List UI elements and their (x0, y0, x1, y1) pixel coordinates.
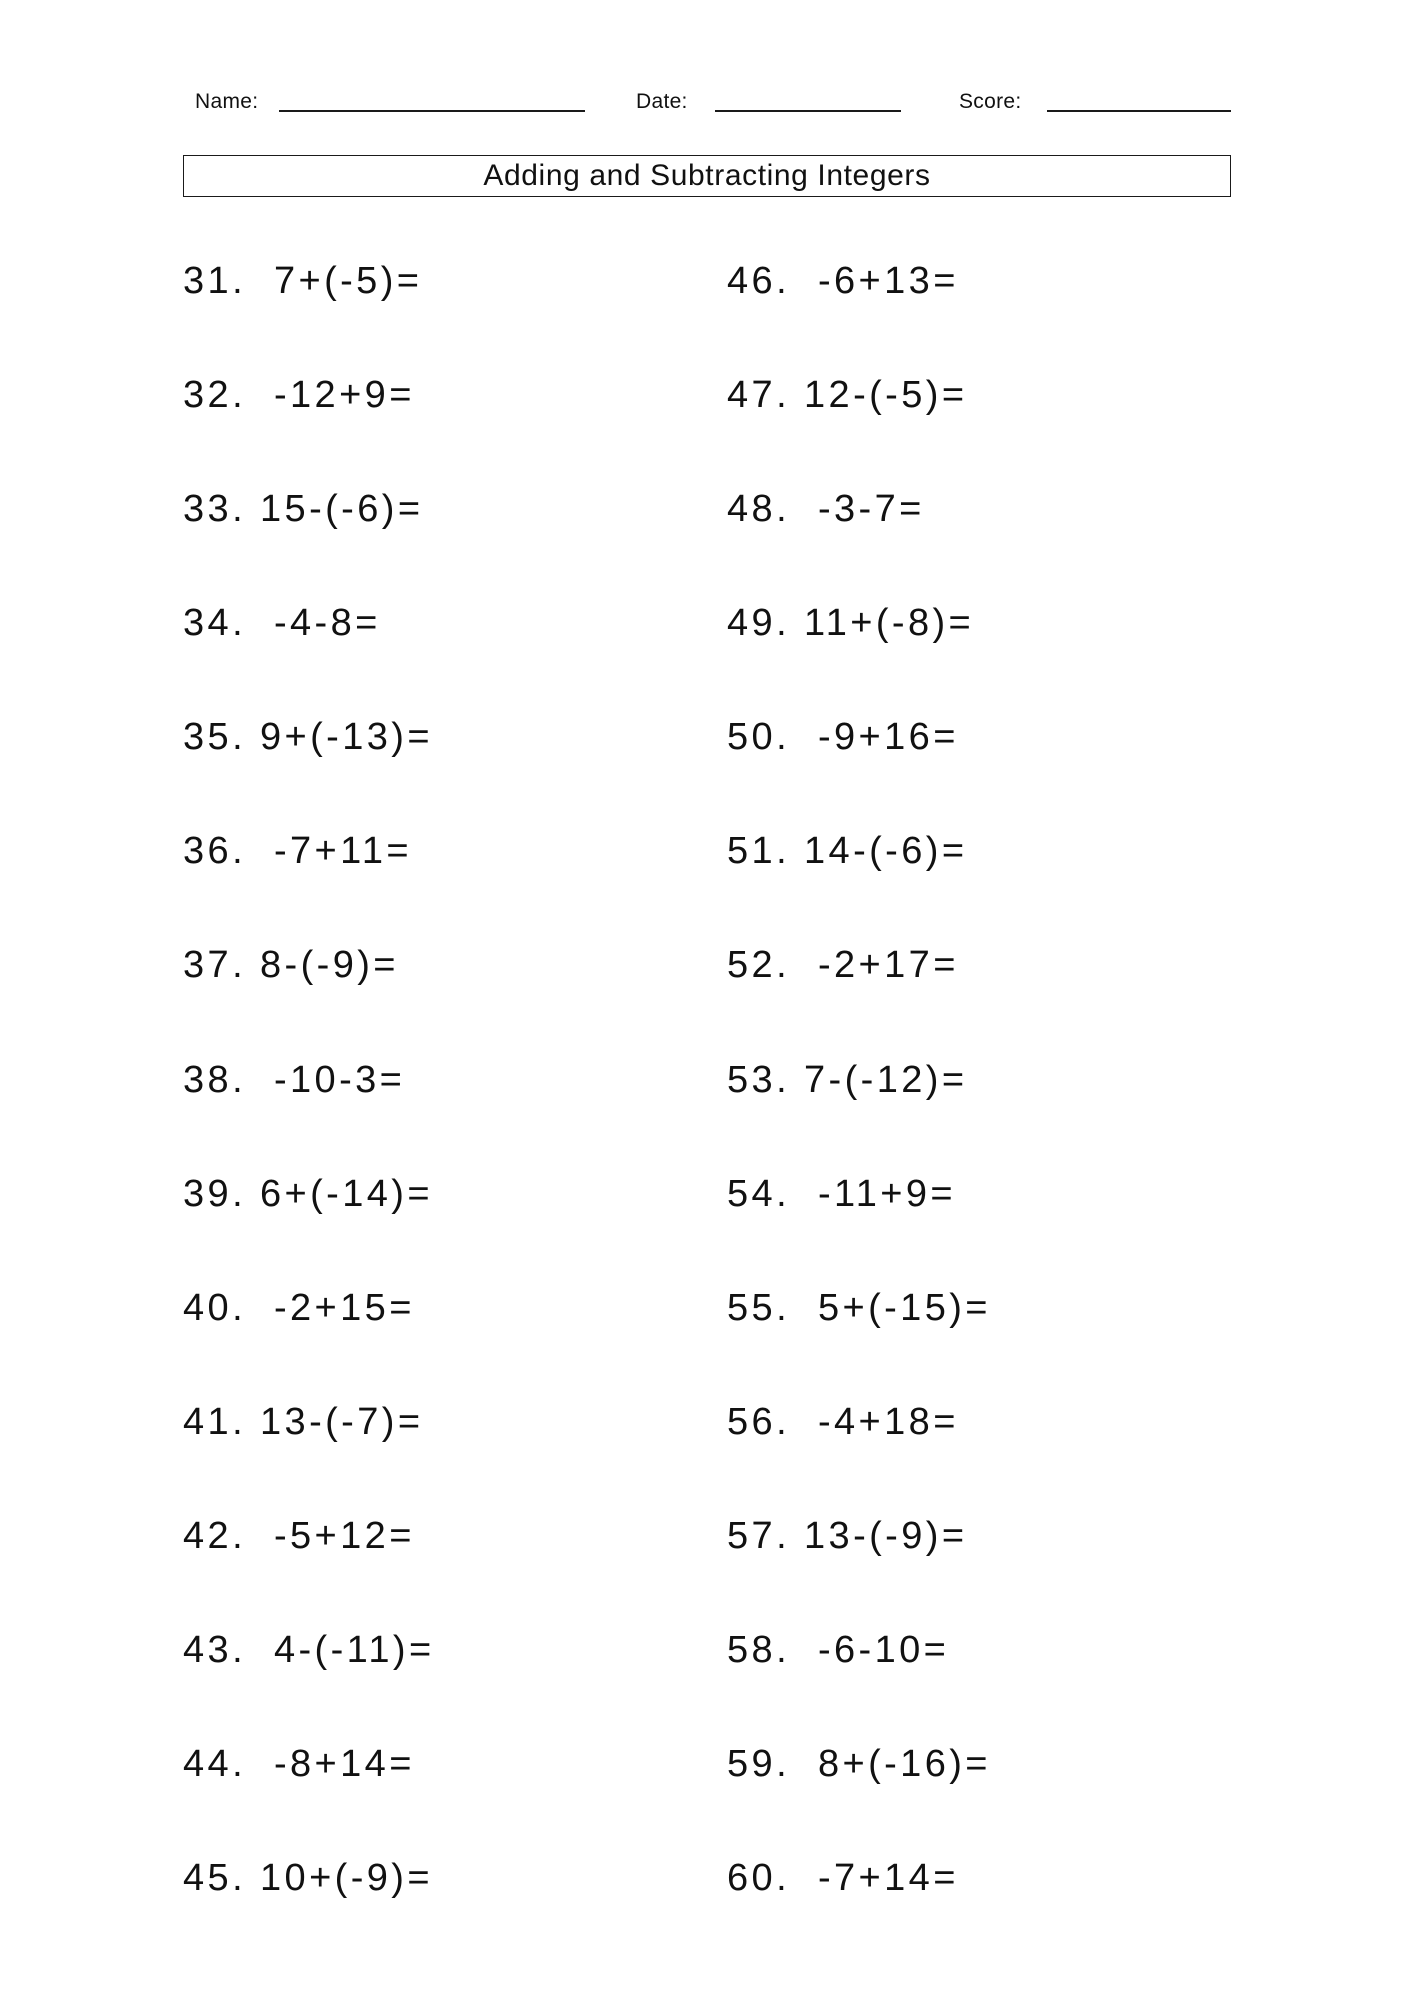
problem-item (727, 1403, 959, 1443)
problem-expression: -4+18= (817, 1401, 959, 1443)
problem-number: 40. (183, 1287, 247, 1329)
problem-item (727, 832, 967, 872)
problem-expression: 7-(-12)= (804, 1059, 968, 1101)
problem-number: 54. (727, 1173, 791, 1215)
problem-item (183, 604, 381, 644)
problem-item (727, 946, 959, 986)
problem-expression: -6-10= (817, 1629, 950, 1671)
problem-expression: -3-7= (817, 488, 925, 530)
problem-item (183, 376, 415, 416)
problem-expression: 15-(-6)= (260, 488, 424, 530)
problem-expression: -7+11= (273, 830, 412, 872)
problem-number: 41. (183, 1401, 247, 1443)
problem-expression: -10-3= (273, 1059, 406, 1101)
problem-expression: 6+(-14)= (260, 1173, 433, 1215)
problem-item (183, 946, 399, 986)
problem-item (727, 1061, 967, 1101)
worksheet-title-box (183, 155, 1231, 197)
problem-item (183, 718, 433, 758)
problem-number: 46. (727, 260, 791, 302)
problem-item (727, 604, 974, 644)
problem-item (727, 1289, 991, 1329)
problem-expression: 14-(-6)= (804, 830, 968, 872)
problem-item (183, 1175, 433, 1215)
problem-expression: 10+(-9)= (260, 1857, 433, 1899)
problem-number: 38. (183, 1059, 247, 1101)
problem-item (183, 1631, 435, 1671)
problem-expression: 7+(-5)= (273, 260, 423, 302)
problem-number: 51. (727, 830, 791, 872)
problem-item (727, 1175, 956, 1215)
problem-number: 49. (727, 602, 791, 644)
worksheet-title: Adding and Subtracting Integers (483, 159, 931, 192)
problem-expression: 8+(-16)= (817, 1743, 991, 1785)
score-field-line[interactable] (1047, 110, 1231, 112)
problem-number: 50. (727, 716, 791, 758)
problem-item (727, 1745, 991, 1785)
date-field-line[interactable] (715, 110, 901, 112)
problem-expression: -2+17= (817, 944, 959, 986)
problem-expression: -11+9= (817, 1173, 956, 1215)
problem-item (727, 490, 925, 530)
problem-number: 56. (727, 1401, 791, 1443)
problem-number: 42. (183, 1515, 247, 1557)
name-label: Name: (195, 90, 259, 113)
problem-expression: -2+15= (273, 1287, 415, 1329)
problem-expression: -5+12= (273, 1515, 415, 1557)
problem-number: 48. (727, 488, 791, 530)
problem-number: 45. (183, 1857, 247, 1899)
problem-expression: -12+9= (273, 374, 415, 416)
problem-number: 34. (183, 602, 247, 644)
problem-item (183, 1859, 433, 1899)
problem-expression: 4-(-11)= (273, 1629, 435, 1671)
problem-item (727, 1859, 959, 1899)
problem-number: 44. (183, 1743, 247, 1785)
problem-number: 32. (183, 374, 247, 416)
problem-expression: 8-(-9)= (260, 944, 399, 986)
problem-number: 59. (727, 1743, 791, 1785)
problem-expression: 5+(-15)= (817, 1287, 991, 1329)
problem-number: 37. (183, 944, 247, 986)
problem-number: 57. (727, 1515, 791, 1557)
problem-item (183, 832, 412, 872)
problem-expression: -8+14= (273, 1743, 415, 1785)
problem-item (183, 490, 423, 530)
problem-expression: 11+(-8)= (804, 602, 975, 644)
problem-number: 36. (183, 830, 247, 872)
problem-number: 60. (727, 1857, 791, 1899)
problem-item (727, 718, 959, 758)
problem-number: 52. (727, 944, 791, 986)
problem-item (727, 1631, 949, 1671)
name-field-line[interactable] (279, 110, 585, 112)
date-label: Date: (636, 90, 688, 113)
problem-number: 33. (183, 488, 247, 530)
problem-item (183, 1289, 415, 1329)
problem-item (727, 262, 959, 302)
problem-expression: 13-(-7)= (260, 1401, 424, 1443)
problem-expression: 13-(-9)= (804, 1515, 968, 1557)
problem-number: 39. (183, 1173, 247, 1215)
problem-number: 53. (727, 1059, 791, 1101)
problem-expression: 12-(-5)= (804, 374, 968, 416)
problem-number: 43. (183, 1629, 247, 1671)
problem-expression: 9+(-13)= (260, 716, 433, 758)
problem-item (727, 376, 967, 416)
problem-number: 35. (183, 716, 247, 758)
problem-item (183, 1745, 415, 1785)
problem-number: 55. (727, 1287, 791, 1329)
problem-number: 31. (183, 260, 247, 302)
problem-expression: -6+13= (817, 260, 959, 302)
score-label: Score: (959, 90, 1022, 113)
problem-item (727, 1517, 967, 1557)
problem-item (183, 1061, 405, 1101)
problem-item (183, 262, 422, 302)
problem-item (183, 1517, 415, 1557)
problem-expression: -4-8= (273, 602, 381, 644)
problem-expression: -7+14= (817, 1857, 959, 1899)
problem-number: 58. (727, 1629, 791, 1671)
problem-number: 47. (727, 374, 791, 416)
problem-expression: -9+16= (817, 716, 959, 758)
problem-item (183, 1403, 423, 1443)
